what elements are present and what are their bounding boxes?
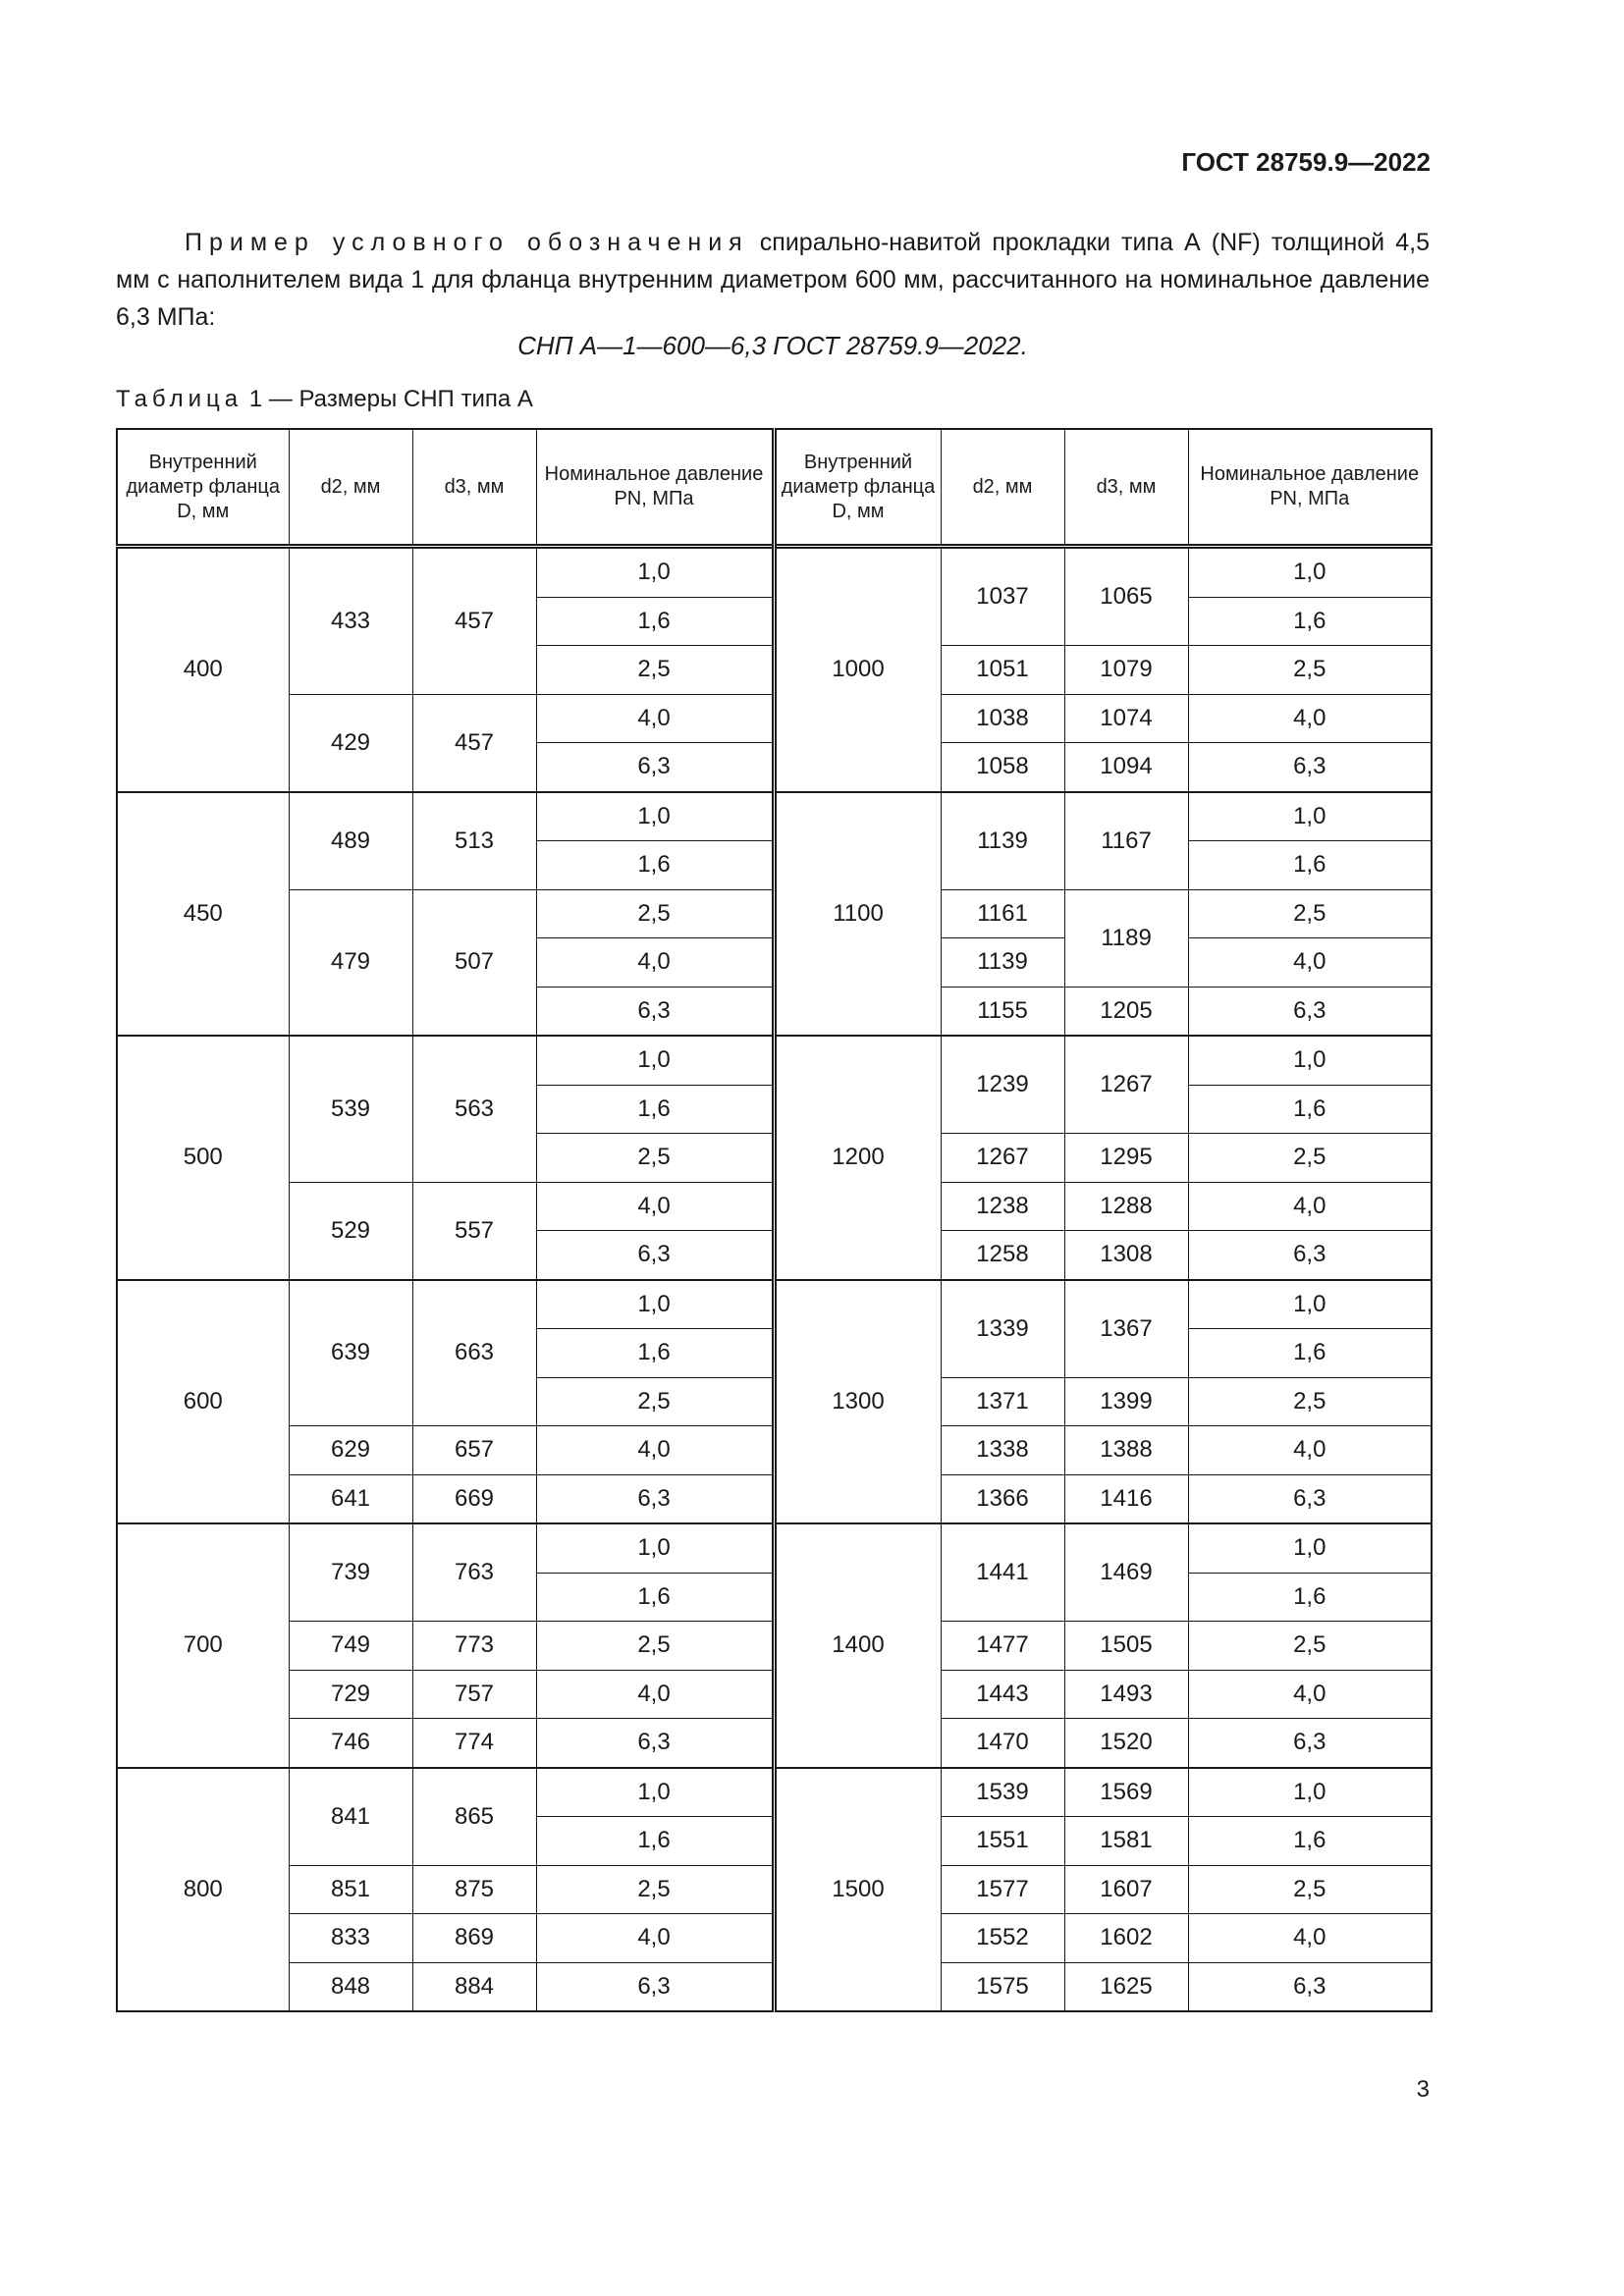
cell-d3: 1581 bbox=[1064, 1817, 1188, 1866]
cell-pressure: 1,0 bbox=[536, 1036, 774, 1085]
cell-pressure: 2,5 bbox=[536, 1622, 774, 1671]
cell-d3: 1569 bbox=[1064, 1768, 1188, 1817]
header-d3: d3, мм bbox=[1064, 429, 1188, 547]
designation-formula: СНП А—1—600—6,3 ГОСТ 28759.9—2022. bbox=[517, 331, 1028, 360]
cell-d2: 1539 bbox=[941, 1768, 1064, 1817]
designation-example-paragraph bbox=[116, 224, 1430, 336]
cell-d2: 1470 bbox=[941, 1719, 1064, 1768]
cell-d2: 841 bbox=[289, 1768, 412, 1866]
cell-pressure: 4,0 bbox=[536, 1426, 774, 1475]
cell-pressure: 2,5 bbox=[536, 646, 774, 695]
cell-d3: 1367 bbox=[1064, 1280, 1188, 1378]
table-caption bbox=[116, 386, 533, 413]
cell-d3: 757 bbox=[412, 1670, 536, 1719]
cell-diameter: 1300 bbox=[774, 1280, 941, 1524]
cell-pressure: 6,3 bbox=[1188, 1962, 1432, 2011]
cell-d3: 557 bbox=[412, 1182, 536, 1280]
cell-pressure: 4,0 bbox=[536, 938, 774, 988]
cell-d3: 869 bbox=[412, 1914, 536, 1963]
header-pressure: Номинальное давление PN, МПа bbox=[536, 429, 774, 547]
header-diameter: Внутренний диаметр фланца D, мм bbox=[117, 429, 289, 547]
cell-pressure: 1,6 bbox=[1188, 1573, 1432, 1622]
cell-pressure: 6,3 bbox=[1188, 743, 1432, 792]
document-id-header: ГОСТ 28759.9—2022 bbox=[1181, 147, 1431, 177]
cell-d2: 1366 bbox=[941, 1474, 1064, 1523]
cell-d2: 1139 bbox=[941, 792, 1064, 890]
cell-d3: 563 bbox=[412, 1036, 536, 1182]
cell-pressure: 2,5 bbox=[1188, 1134, 1432, 1183]
cell-d3: 513 bbox=[412, 792, 536, 890]
cell-pressure: 1,0 bbox=[536, 792, 774, 841]
cell-pressure: 4,0 bbox=[1188, 1426, 1432, 1475]
cell-pressure: 4,0 bbox=[536, 1182, 774, 1231]
cell-pressure: 4,0 bbox=[1188, 694, 1432, 743]
cell-pressure: 1,6 bbox=[1188, 1085, 1432, 1134]
cell-diameter: 450 bbox=[117, 792, 289, 1037]
cell-d2: 479 bbox=[289, 889, 412, 1036]
cell-d2: 1139 bbox=[941, 938, 1064, 988]
table-row bbox=[117, 1036, 1432, 1085]
cell-d3: 1493 bbox=[1064, 1670, 1188, 1719]
cell-pressure: 1,0 bbox=[536, 1280, 774, 1329]
cell-d3: 1469 bbox=[1064, 1523, 1188, 1622]
cell-d3: 1520 bbox=[1064, 1719, 1188, 1768]
cell-d2: 1038 bbox=[941, 694, 1064, 743]
cell-diameter: 1400 bbox=[774, 1523, 941, 1768]
cell-pressure: 2,5 bbox=[536, 1377, 774, 1426]
cell-pressure: 2,5 bbox=[1188, 1622, 1432, 1671]
cell-d2: 1239 bbox=[941, 1036, 1064, 1134]
cell-d2: 848 bbox=[289, 1962, 412, 2011]
cell-pressure: 6,3 bbox=[536, 1231, 774, 1280]
cell-pressure: 2,5 bbox=[1188, 646, 1432, 695]
cell-pressure: 2,5 bbox=[1188, 1377, 1432, 1426]
cell-pressure: 4,0 bbox=[1188, 1182, 1432, 1231]
cell-pressure: 1,6 bbox=[1188, 1329, 1432, 1378]
cell-d3: 1308 bbox=[1064, 1231, 1188, 1280]
cell-pressure: 6,3 bbox=[1188, 1719, 1432, 1768]
dimensions-table bbox=[116, 428, 1433, 2012]
cell-pressure: 6,3 bbox=[536, 1474, 774, 1523]
cell-d3: 763 bbox=[412, 1523, 536, 1622]
cell-d3: 884 bbox=[412, 1962, 536, 2011]
cell-d3: 1416 bbox=[1064, 1474, 1188, 1523]
cell-pressure: 4,0 bbox=[536, 694, 774, 743]
cell-d2: 1238 bbox=[941, 1182, 1064, 1231]
cell-pressure: 1,0 bbox=[1188, 792, 1432, 841]
cell-d3: 1167 bbox=[1064, 792, 1188, 890]
cell-diameter: 800 bbox=[117, 1768, 289, 2012]
cell-d3: 457 bbox=[412, 547, 536, 695]
cell-pressure: 1,6 bbox=[1188, 841, 1432, 890]
cell-pressure: 1,0 bbox=[536, 1768, 774, 1817]
cell-pressure: 1,6 bbox=[536, 1573, 774, 1622]
cell-d3: 1079 bbox=[1064, 646, 1188, 695]
cell-diameter: 1200 bbox=[774, 1036, 941, 1280]
cell-d3: 1288 bbox=[1064, 1182, 1188, 1231]
cell-d2: 629 bbox=[289, 1426, 412, 1475]
cell-d2: 739 bbox=[289, 1523, 412, 1622]
cell-pressure: 1,0 bbox=[1188, 1768, 1432, 1817]
cell-d3: 457 bbox=[412, 694, 536, 792]
cell-pressure: 2,5 bbox=[536, 1865, 774, 1914]
cell-d2: 1161 bbox=[941, 889, 1064, 938]
cell-d2: 1338 bbox=[941, 1426, 1064, 1475]
cell-pressure: 6,3 bbox=[536, 987, 774, 1036]
cell-d2: 539 bbox=[289, 1036, 412, 1182]
cell-d3: 1074 bbox=[1064, 694, 1188, 743]
cell-d2: 1258 bbox=[941, 1231, 1064, 1280]
cell-d3: 1094 bbox=[1064, 743, 1188, 792]
cell-pressure: 6,3 bbox=[536, 743, 774, 792]
cell-d3: 773 bbox=[412, 1622, 536, 1671]
cell-diameter: 600 bbox=[117, 1280, 289, 1524]
cell-diameter: 700 bbox=[117, 1523, 289, 1768]
paragraph-text: спирально-навитой прокладки типа А (NF) толщиной 4,5 мм с наполнителем вида 1 для фланца внутренним диаметром 600 мм, рассчитанного на номинальное давление 6,3 МПа: bbox=[116, 229, 1430, 331]
cell-d2: 1051 bbox=[941, 646, 1064, 695]
cell-pressure: 1,0 bbox=[1188, 1280, 1432, 1329]
cell-d3: 1607 bbox=[1064, 1865, 1188, 1914]
cell-pressure: 2,5 bbox=[536, 889, 774, 938]
paragraph-lead-spaced: Пример условного обозначения bbox=[185, 229, 749, 256]
cell-d2: 749 bbox=[289, 1622, 412, 1671]
cell-pressure: 4,0 bbox=[536, 1670, 774, 1719]
cell-d3: 1388 bbox=[1064, 1426, 1188, 1475]
cell-d2: 1477 bbox=[941, 1622, 1064, 1671]
cell-diameter: 1500 bbox=[774, 1768, 941, 2012]
cell-d3: 1189 bbox=[1064, 889, 1188, 987]
cell-d2: 1551 bbox=[941, 1817, 1064, 1866]
cell-d3: 865 bbox=[412, 1768, 536, 1866]
cell-d3: 774 bbox=[412, 1719, 536, 1768]
cell-d3: 507 bbox=[412, 889, 536, 1036]
cell-d2: 1577 bbox=[941, 1865, 1064, 1914]
cell-pressure: 2,5 bbox=[536, 1134, 774, 1183]
cell-d2: 851 bbox=[289, 1865, 412, 1914]
cell-d2: 433 bbox=[289, 547, 412, 695]
cell-pressure: 1,6 bbox=[536, 1329, 774, 1378]
cell-pressure: 1,0 bbox=[1188, 547, 1432, 598]
table-caption-text: 1 — Размеры СНП типа А bbox=[243, 386, 533, 412]
cell-d2: 489 bbox=[289, 792, 412, 890]
cell-d2: 1058 bbox=[941, 743, 1064, 792]
cell-pressure: 4,0 bbox=[1188, 1670, 1432, 1719]
cell-d2: 639 bbox=[289, 1280, 412, 1426]
cell-pressure: 1,6 bbox=[536, 1817, 774, 1866]
cell-d3: 1065 bbox=[1064, 547, 1188, 646]
cell-pressure: 1,6 bbox=[536, 841, 774, 890]
cell-d2: 746 bbox=[289, 1719, 412, 1768]
cell-d2: 1552 bbox=[941, 1914, 1064, 1963]
cell-d3: 669 bbox=[412, 1474, 536, 1523]
cell-d3: 1205 bbox=[1064, 987, 1188, 1036]
cell-pressure: 4,0 bbox=[1188, 938, 1432, 988]
cell-pressure: 1,0 bbox=[1188, 1036, 1432, 1085]
header-pressure: Номинальное давление PN, МПа bbox=[1188, 429, 1432, 547]
cell-d2: 1339 bbox=[941, 1280, 1064, 1378]
cell-pressure: 1,6 bbox=[536, 1085, 774, 1134]
cell-d2: 1371 bbox=[941, 1377, 1064, 1426]
cell-d3: 1399 bbox=[1064, 1377, 1188, 1426]
page-number: 3 bbox=[1416, 2076, 1430, 2103]
cell-pressure: 6,3 bbox=[536, 1962, 774, 2011]
cell-pressure: 4,0 bbox=[1188, 1914, 1432, 1963]
cell-pressure: 1,6 bbox=[1188, 597, 1432, 646]
header-d2: d2, мм bbox=[289, 429, 412, 547]
cell-d2: 1575 bbox=[941, 1962, 1064, 2011]
cell-d2: 641 bbox=[289, 1474, 412, 1523]
cell-diameter: 400 bbox=[117, 547, 289, 792]
cell-d2: 1441 bbox=[941, 1523, 1064, 1622]
cell-d3: 657 bbox=[412, 1426, 536, 1475]
table-row bbox=[117, 1768, 1432, 1817]
table-caption-label: Таблица bbox=[116, 386, 244, 412]
cell-pressure: 1,0 bbox=[536, 547, 774, 598]
cell-d2: 1443 bbox=[941, 1670, 1064, 1719]
cell-d3: 1602 bbox=[1064, 1914, 1188, 1963]
cell-pressure: 4,0 bbox=[536, 1914, 774, 1963]
cell-d2: 529 bbox=[289, 1182, 412, 1280]
cell-d2: 833 bbox=[289, 1914, 412, 1963]
cell-pressure: 6,3 bbox=[1188, 987, 1432, 1036]
cell-pressure: 2,5 bbox=[1188, 1865, 1432, 1914]
header-d2: d2, мм bbox=[941, 429, 1064, 547]
header-diameter: Внутренний диаметр фланца D, мм bbox=[774, 429, 941, 547]
cell-d3: 1625 bbox=[1064, 1962, 1188, 2011]
cell-d3: 1295 bbox=[1064, 1134, 1188, 1183]
table-row bbox=[117, 792, 1432, 841]
cell-d2: 729 bbox=[289, 1670, 412, 1719]
cell-d2: 1155 bbox=[941, 987, 1064, 1036]
table-row bbox=[117, 1280, 1432, 1329]
cell-d2: 1037 bbox=[941, 547, 1064, 646]
cell-d3: 1505 bbox=[1064, 1622, 1188, 1671]
cell-diameter: 1000 bbox=[774, 547, 941, 792]
cell-pressure: 2,5 bbox=[1188, 889, 1432, 938]
cell-d3: 663 bbox=[412, 1280, 536, 1426]
table-header-row bbox=[117, 429, 1432, 547]
cell-pressure: 6,3 bbox=[1188, 1474, 1432, 1523]
cell-pressure: 1,6 bbox=[1188, 1817, 1432, 1866]
cell-pressure: 1,6 bbox=[536, 597, 774, 646]
cell-diameter: 1100 bbox=[774, 792, 941, 1037]
cell-pressure: 1,0 bbox=[1188, 1523, 1432, 1573]
header-d3: d3, мм bbox=[412, 429, 536, 547]
cell-d2: 1267 bbox=[941, 1134, 1064, 1183]
cell-d2: 429 bbox=[289, 694, 412, 792]
cell-d3: 875 bbox=[412, 1865, 536, 1914]
table-row bbox=[117, 547, 1432, 598]
cell-pressure: 1,0 bbox=[536, 1523, 774, 1573]
cell-pressure: 6,3 bbox=[1188, 1231, 1432, 1280]
cell-diameter: 500 bbox=[117, 1036, 289, 1280]
cell-d3: 1267 bbox=[1064, 1036, 1188, 1134]
cell-pressure: 6,3 bbox=[536, 1719, 774, 1768]
table-row bbox=[117, 1523, 1432, 1573]
